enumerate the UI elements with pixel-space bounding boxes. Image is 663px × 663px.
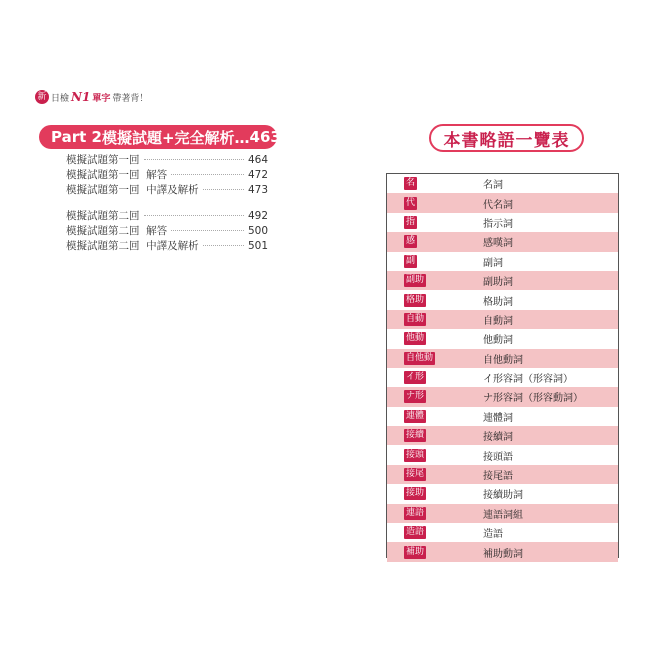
abbreviation-row: [387, 465, 618, 484]
toc-row[interactable]: [66, 224, 268, 239]
brand-suffix: 帶著背！: [112, 93, 149, 104]
toc-group-1: [66, 153, 268, 198]
abbreviation-row: [387, 349, 618, 368]
abbreviation-tag: 他動: [406, 333, 425, 344]
abbreviation-tag: 副: [406, 255, 416, 266]
abbreviation-row: [387, 193, 618, 212]
toc-entry-page: 464: [247, 154, 268, 166]
dot-leader: [171, 230, 244, 231]
toc-entry-page: 501: [247, 240, 268, 252]
dot-leader: [171, 174, 244, 175]
abbreviation-term: 指示詞: [483, 218, 513, 230]
part-page: 463: [249, 128, 281, 146]
toc-row[interactable]: [66, 209, 268, 224]
abbreviation-row: [387, 523, 618, 542]
abbreviation-term: 副助詞: [483, 277, 513, 289]
abbreviation-row: [387, 329, 618, 348]
abbreviation-term: 自他動詞: [483, 354, 523, 366]
abbreviation-tag: 名: [406, 178, 416, 189]
abbreviation-term: 補助動詞: [483, 548, 523, 560]
abbreviation-tag: 接頭: [406, 449, 425, 460]
abbreviation-tag: 接尾: [406, 469, 425, 480]
abbreviation-row: [387, 387, 618, 406]
brand-prefix: 日檢: [51, 93, 70, 104]
abbreviation-tag: 代: [406, 197, 416, 208]
abbreviation-row: [387, 407, 618, 426]
abbreviation-term: 接頭語: [483, 451, 513, 463]
part-heading: [39, 125, 281, 149]
abbreviation-term: 接續助詞: [483, 490, 523, 502]
dot-leader: [144, 159, 244, 160]
toc-entry-title: 模擬試題第二回: [66, 210, 140, 222]
toc-entry-title: 模擬試題第二回 中譯及解析: [66, 240, 199, 252]
abbreviation-row: [387, 213, 618, 232]
abbreviation-tag: 連體: [406, 410, 425, 421]
abbreviation-tag: 指: [406, 216, 416, 227]
toc-entry-page: 500: [247, 225, 268, 237]
part-label: Part 2: [51, 128, 102, 146]
abbreviation-table: [386, 173, 619, 558]
part-title: 模擬試題+完全解析…: [101, 128, 250, 147]
abbreviation-term: 他動詞: [483, 335, 513, 347]
dot-leader: [203, 245, 244, 246]
toc-entry-title: 模擬試題第一回 中譯及解析: [66, 184, 199, 196]
toc-entry-page: 473: [247, 184, 268, 196]
abbreviation-tag: 接助: [406, 488, 425, 499]
abbreviation-tag: 連語: [406, 507, 425, 518]
dot-leader: [203, 189, 244, 190]
toc-group-2: [66, 209, 268, 254]
abbreviation-row: [387, 484, 618, 503]
toc-row[interactable]: [66, 153, 268, 168]
abbreviation-row: [387, 504, 618, 523]
abbreviation-term: 連語詞組: [483, 509, 523, 521]
abbreviation-row: [387, 310, 618, 329]
abbreviation-tag: 補助: [406, 546, 425, 557]
abbreviation-row: [387, 445, 618, 464]
brand-emphasis: 單字: [92, 93, 111, 104]
abbreviation-term: ナ形容詞（形容動詞）: [483, 393, 583, 405]
abbreviation-list-title: 本書略語一覽表: [429, 124, 584, 152]
toc-entry-page: 472: [247, 169, 268, 181]
abbreviation-row: [387, 290, 618, 309]
abbreviation-tag: 感: [406, 236, 416, 247]
abbreviation-row: [387, 368, 618, 387]
abbreviation-tag: 自他動: [406, 352, 434, 363]
abbreviation-term: 代名詞: [483, 199, 513, 211]
abbreviation-row: [387, 252, 618, 271]
toc-row[interactable]: [66, 168, 268, 183]
abbreviation-row: [387, 542, 618, 561]
toc-row[interactable]: [66, 239, 268, 254]
abbreviation-tag: イ形: [406, 372, 425, 383]
abbreviation-tag: 自動: [406, 313, 425, 324]
abbreviation-term: 感嘆詞: [483, 238, 513, 250]
abbreviation-tag: 造語: [406, 527, 425, 538]
abbreviation-row: [387, 174, 618, 193]
abbreviation-row: [387, 271, 618, 290]
toc-entry-title: 模擬試題第二回 解答: [66, 225, 168, 237]
abbreviation-tag: 接續: [406, 430, 425, 441]
abbreviation-term: イ形容詞（形容詞）: [483, 374, 573, 386]
abbreviation-term: 接續詞: [483, 432, 513, 444]
abbreviation-row: [387, 426, 618, 445]
brand-badge: 新: [35, 90, 49, 104]
abbreviation-term: 接尾語: [483, 471, 513, 483]
abbreviation-term: 造語: [483, 529, 503, 541]
abbreviation-tag: 格助: [406, 294, 425, 305]
abbreviation-term: 副詞: [483, 257, 503, 269]
abbreviation-term: 格助詞: [483, 296, 513, 308]
abbreviation-row: [387, 232, 618, 251]
dot-leader: [144, 215, 244, 216]
series-brand: [35, 89, 148, 105]
brand-level: N1: [71, 90, 91, 104]
abbreviation-term: 連體詞: [483, 412, 513, 424]
abbreviation-term: 自動詞: [483, 315, 513, 327]
toc-row[interactable]: [66, 183, 268, 198]
abbreviation-tag: 副助: [406, 275, 425, 286]
abbreviation-tag: ナ形: [406, 391, 425, 402]
toc-entry-title: 模擬試題第一回: [66, 154, 140, 166]
toc-entry-page: 492: [247, 210, 268, 222]
abbreviation-term: 名詞: [483, 180, 503, 192]
toc-entry-title: 模擬試題第一回 解答: [66, 169, 168, 181]
